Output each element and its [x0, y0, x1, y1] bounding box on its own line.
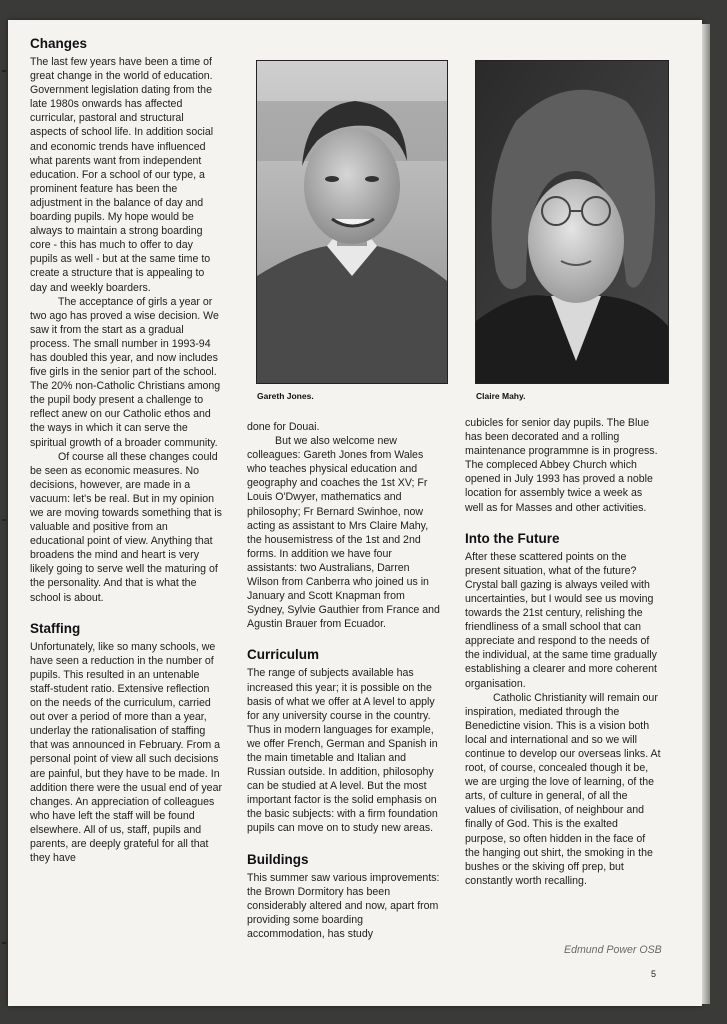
paragraph: Of course all these changes could be seen as economic measures. No decisions, however, are made in a vacuum: let's be real. But in my opinion we are moving towards something that is valuable and positive from an educational point of view. Anything that broadens the mind and heart is very likely going to serve well the maturing of the personality. And that is what the school is about.: [30, 450, 222, 604]
paragraph: But we also welcome new colleagues: Gareth Jones from Wales who teaches physical education and geography and coaches the 1st XV; Fr Louis O'Dwyer, mathematics and philosophy; Fr Bernard Swinhoe, now acting as assistant to Mrs Claire Mahy, the housemistress of the 1st and 2nd forms. In addition we have four assistants: two Australians, Darren Wilson from Canberra who joined us in January and Scott Knapman from Sydney, Sylvie Gauthier from France and Agustin Brauer from Ecuador.: [247, 435, 440, 631]
heading-buildings: Buildings: [247, 851, 309, 867]
heading-staffing: Staffing: [30, 620, 81, 636]
heading-into-the-future: Into the Future: [465, 530, 560, 546]
column-left: [30, 36, 222, 865]
portrait-image: [476, 61, 668, 383]
page-edge: [702, 24, 710, 1004]
binding-mark: [2, 942, 6, 944]
photo-gareth-jones: [256, 60, 448, 384]
heading-changes: Changes: [30, 36, 88, 51]
paragraph: done for Douai.: [247, 421, 320, 433]
paragraph: This summer saw various improvements: the Brown Dormitory has been considerably altered and now, apart from providing some boarding accommodation, has study: [247, 871, 440, 940]
paragraph: Unfortunately, like so many schools, we have seen a reduction in the number of pupils. This resulted in an untenable staff-student ratio. Extensive reflection on the needs of the curriculum, carried out over a period of more than a year, underlay the rationalisation of staffing that was announced in February. From a personal point of view all such decisions are painful, but they have to be made. In addition there were the usual end of year changes. An appreciation of colleagues who have left the staff will be found elsewhere. All of us, staff, pupils and parents, are deeply grateful for all that they have: [30, 640, 222, 865]
binding-mark: [2, 519, 6, 521]
paragraph: The acceptance of girls a year or two ago has proved a wise decision. We saw it from the start as a gradual process. The small number in 1993-94 has doubled this year, and now includes five girls in the senior part of the school. The 20% non-Catholic Christians among the pupil body present a challenge to reflect anew on our Catholic ethos and the ways in which it can serve the spiritual growth of a broader community.: [30, 295, 221, 449]
author-signature: Edmund Power OSB: [564, 944, 662, 956]
photo-claire-mahy: [475, 60, 669, 384]
binding-mark: [2, 70, 6, 72]
portrait-image: [257, 61, 447, 383]
paragraph: The last few years have been a time of great change in the world of education. Government legislation dating from the late 1980s onwards has affected curricular, pastoral and structural aspects of school life. In addition social and economic trends have influenced what parents want from independent education. For a school of our type, a prominent feature has been the adjustment in the balance of day and boarding pupils. My hope would be always to maintain a strong boarding core - this has much to offer to day pupils as well - but at the same time to create a structure that is appealing to day and weekly boarders.: [30, 56, 214, 294]
page-number: 5: [651, 969, 657, 979]
paragraph: Catholic Christianity will remain our inspiration, mediated through the Benedictine vision. This is a vision both local and international and so we will continue to develop our overseas links. At root, of course, concealed though it be, we are urging the love of learning, of the arts, of culture in general, of all the values of civilisation, of neighbour and finally of God. This is the exalted purpose, so often hidden in the face of the hanging out shirt, the smoking in the bushes or the skiving off prep, but constantly worth recalling.: [465, 691, 661, 887]
paragraph: After these scattered points on the present situation, what of the future? Crystal ball gazing is always veiled with uncertainties, but I would see us moving towards the 21st century, relishing the friendliness of a small school that can appreciate and respond to the needs of the individual, at the same time gradually establishing a clearer and more coherent organisation.: [465, 550, 657, 690]
paragraph: cubicles for senior day pupils. The Blue has been decorated and a rolling maintenance programmne is in progress. The compleced Abbey Church which opened in July 1993 has proved a noble location for assembly twice a week as well as for Masses and other activities.: [465, 417, 658, 514]
column-middle: [247, 420, 441, 941]
caption-claire-mahy: Claire Mahy.: [476, 391, 526, 401]
heading-curriculum: Curriculum: [247, 647, 320, 663]
column-right: [465, 416, 661, 888]
caption-gareth-jones: Gareth Jones.: [257, 391, 314, 401]
paragraph: The range of subjects available has increased this year; it is possible on the basis of what we offer at A level to apply for any university course in the country. Thus in modern languages for example, we offer French, German and Spanish in the main timetable and Italian and Russian outside. In addition, philosophy can be studied at A level. But the most important factor is the solid emphasis on the basic subjects: with a firm foundation pupils can move on to study new areas.: [247, 667, 438, 835]
